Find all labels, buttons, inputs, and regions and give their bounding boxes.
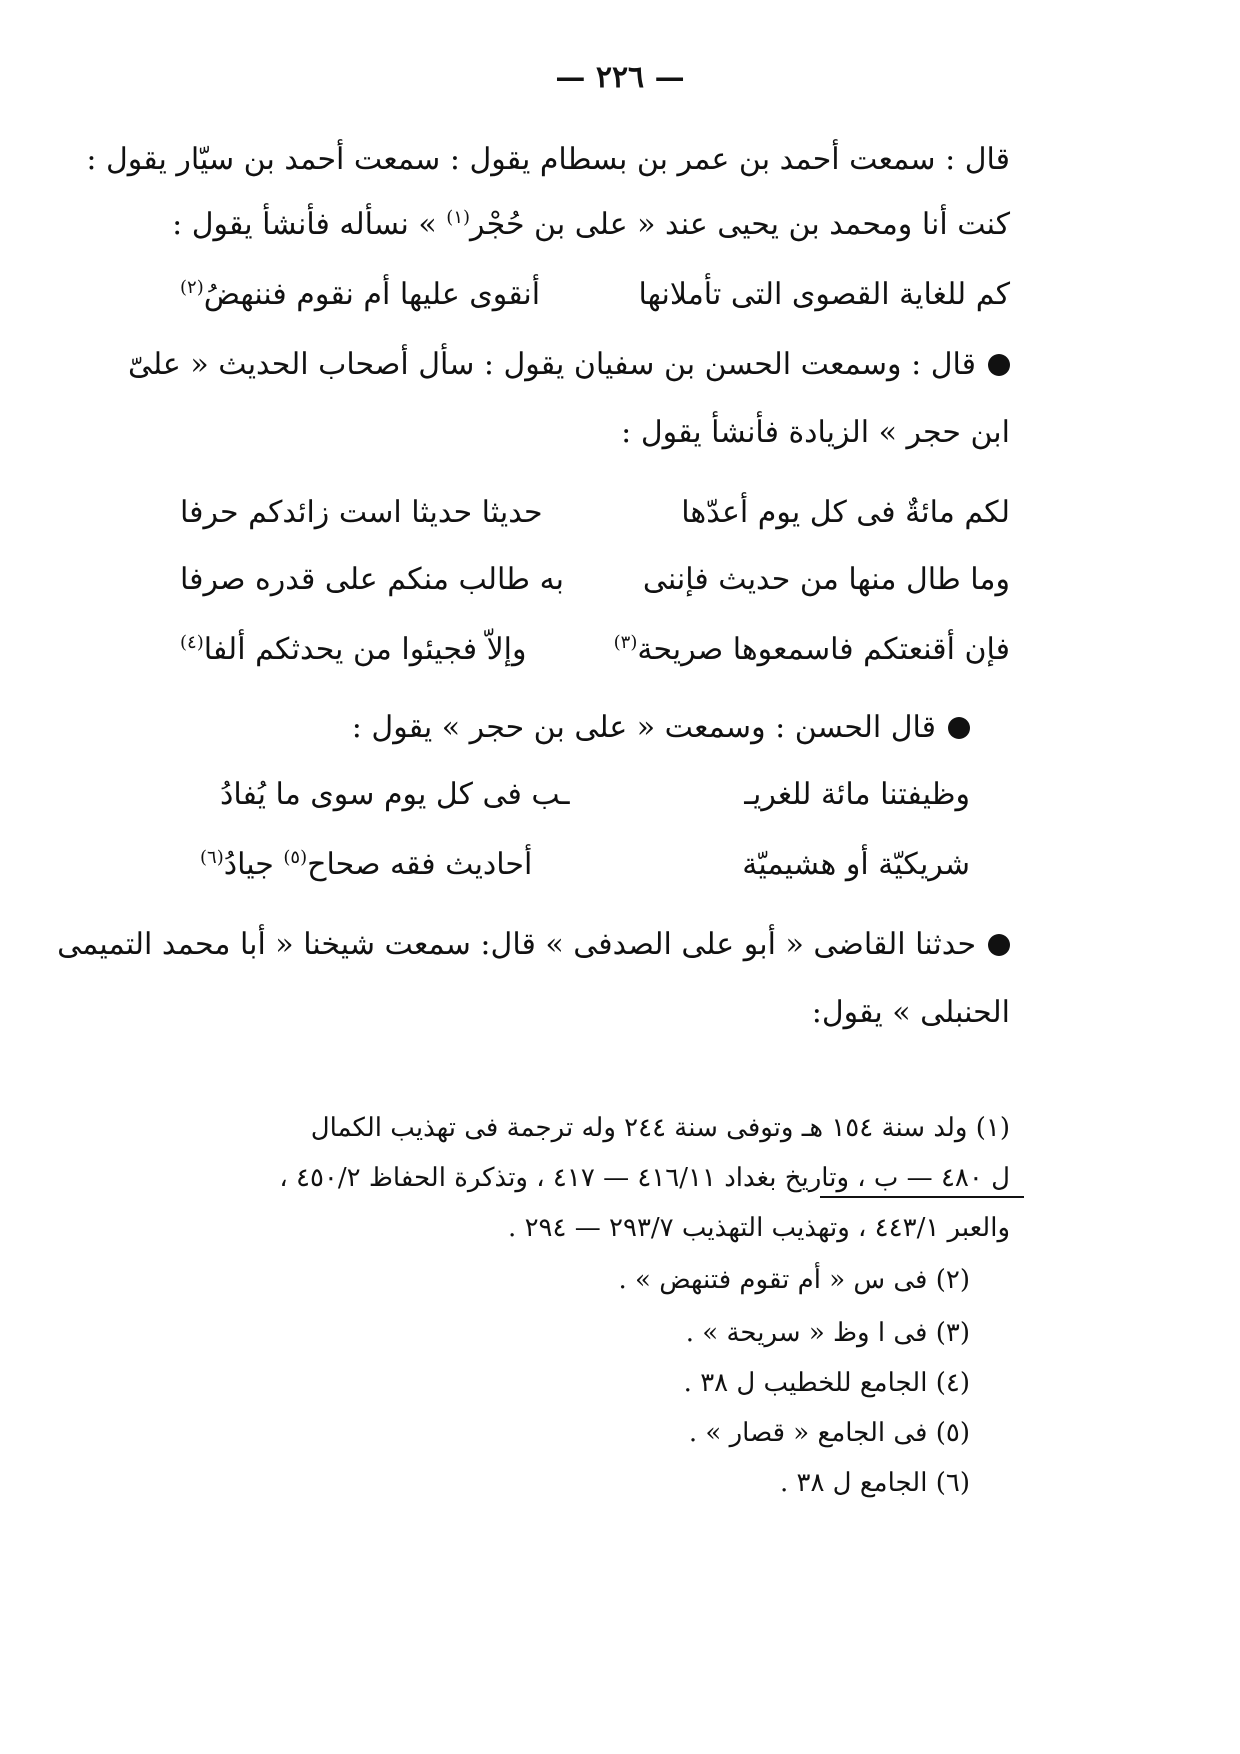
body-text: قال : وسمعت الحسن بن سفيان يقول : سأل أصحاب الحديث « علىّ <box>127 347 976 382</box>
verse-hemistich-right: وظيفتنا مائة للغريـ <box>744 777 970 812</box>
verse-text: وإلاّ فجيئوا من يحدثكم ألفا <box>203 632 527 667</box>
verse-line <box>220 775 970 815</box>
verse-hemistich-left <box>180 630 527 670</box>
body-line: ابن حجر » الزيادة فأنشأ يقول : <box>621 415 1010 450</box>
body-line <box>57 925 1010 965</box>
footnote-line: (١) ولد سنة ١٥٤ هـ وتوفى سنة ٢٤٤ وله ترجمة فى تهذيب الكمال <box>310 1113 1010 1143</box>
verse-hemistich-left: ـب فى كل يوم سوى ما يُفادُ <box>220 777 570 812</box>
verse-line <box>180 493 1010 533</box>
bullet-icon <box>988 934 1010 956</box>
verse-line <box>200 845 970 885</box>
page-number: — ٢٢٦ — <box>555 60 685 95</box>
footnote-ref: (١) <box>446 207 471 228</box>
verse-line <box>180 630 1010 670</box>
verse-hemistich-right <box>614 630 1010 670</box>
verse-hemistich-left: حديثا حديثا است زائدكم حرفا <box>180 495 543 530</box>
verse-line <box>180 275 1010 315</box>
verse-text: أنقوى عليها أم نقوم فننهضُ <box>203 277 541 312</box>
footnote-line: (٢) فى س « أم تقوم فتنهض » . <box>618 1265 970 1295</box>
footnote-line: (٥) فى الجامع « قصار » . <box>688 1418 970 1448</box>
footnote-ref: (٥) <box>283 847 308 868</box>
bullet-icon <box>948 717 970 739</box>
footnote-line: ل ٤٨٠ — ب ، وتاريخ بغداد ٤١٦/١١ — ٤١٧ ، وتذكرة الحفاظ ٤٥٠/٢ ، <box>279 1163 1010 1193</box>
footnote-ref: (٢) <box>180 277 204 298</box>
body-line: الحنبلى » يقول: <box>811 995 1010 1030</box>
footnote-line: والعبر ٤٤٣/١ ، وتهذيب التهذيب ٢٩٣/٧ — ٢٩٤ . <box>508 1213 1010 1243</box>
body-text: حدثنا القاضى « أبو على الصدفى » قال: سمعت شيخنا « أبا محمد التميمى <box>57 927 976 962</box>
verse-text: أحاديث فقه صحاح <box>307 847 533 882</box>
footnote-separator <box>820 1196 1024 1198</box>
body-text: قال الحسن : وسمعت « على بن حجر » يقول : <box>351 710 936 745</box>
body-line: قال : سمعت أحمد بن عمر بن بسطام يقول : سمعت أحمد بن سيّار يقول : <box>86 142 1010 177</box>
footnote-ref: (٤) <box>180 632 204 653</box>
verse-text: جيادُ <box>223 847 284 882</box>
body-line <box>127 345 1010 385</box>
verse-hemistich-right: لكم مائةٌ فى كل يوم أعدّها <box>681 495 1010 530</box>
verse-hemistich-right: وما طال منها من حديث فإننى <box>642 562 1010 597</box>
footnote-ref: (٣) <box>613 632 638 653</box>
body-line <box>140 205 1010 245</box>
verse-hemistich-right: كم للغاية القصوى التى تأملانها <box>638 277 1010 312</box>
verse-hemistich-left <box>180 275 540 315</box>
verse-hemistich-left: به طالب منكم على قدره صرفا <box>180 562 565 597</box>
body-line <box>140 708 970 748</box>
verse-text: فإن أقنعتكم فاسمعوها صريحة <box>637 632 1010 667</box>
footnote-ref: (٦) <box>200 847 224 868</box>
verse-hemistich-right: شريكيّة أو هشيميّة <box>742 847 970 882</box>
bullet-icon <box>988 354 1010 376</box>
body-text: كنت أنا ومحمد بن يحيى عند « على بن حُجْر <box>470 207 1010 242</box>
footnote-line: (٤) الجامع للخطيب ل ٣٨ . <box>683 1368 970 1398</box>
verse-hemistich-left <box>200 845 532 885</box>
verse-line <box>180 560 1010 600</box>
footnote-line: (٦) الجامع ل ٣٨ . <box>779 1468 970 1498</box>
footnote-line: (٣) فى ا وظ « سريحة » . <box>685 1318 970 1348</box>
body-text: » نسأله فأنشأ يقول : <box>172 207 447 242</box>
